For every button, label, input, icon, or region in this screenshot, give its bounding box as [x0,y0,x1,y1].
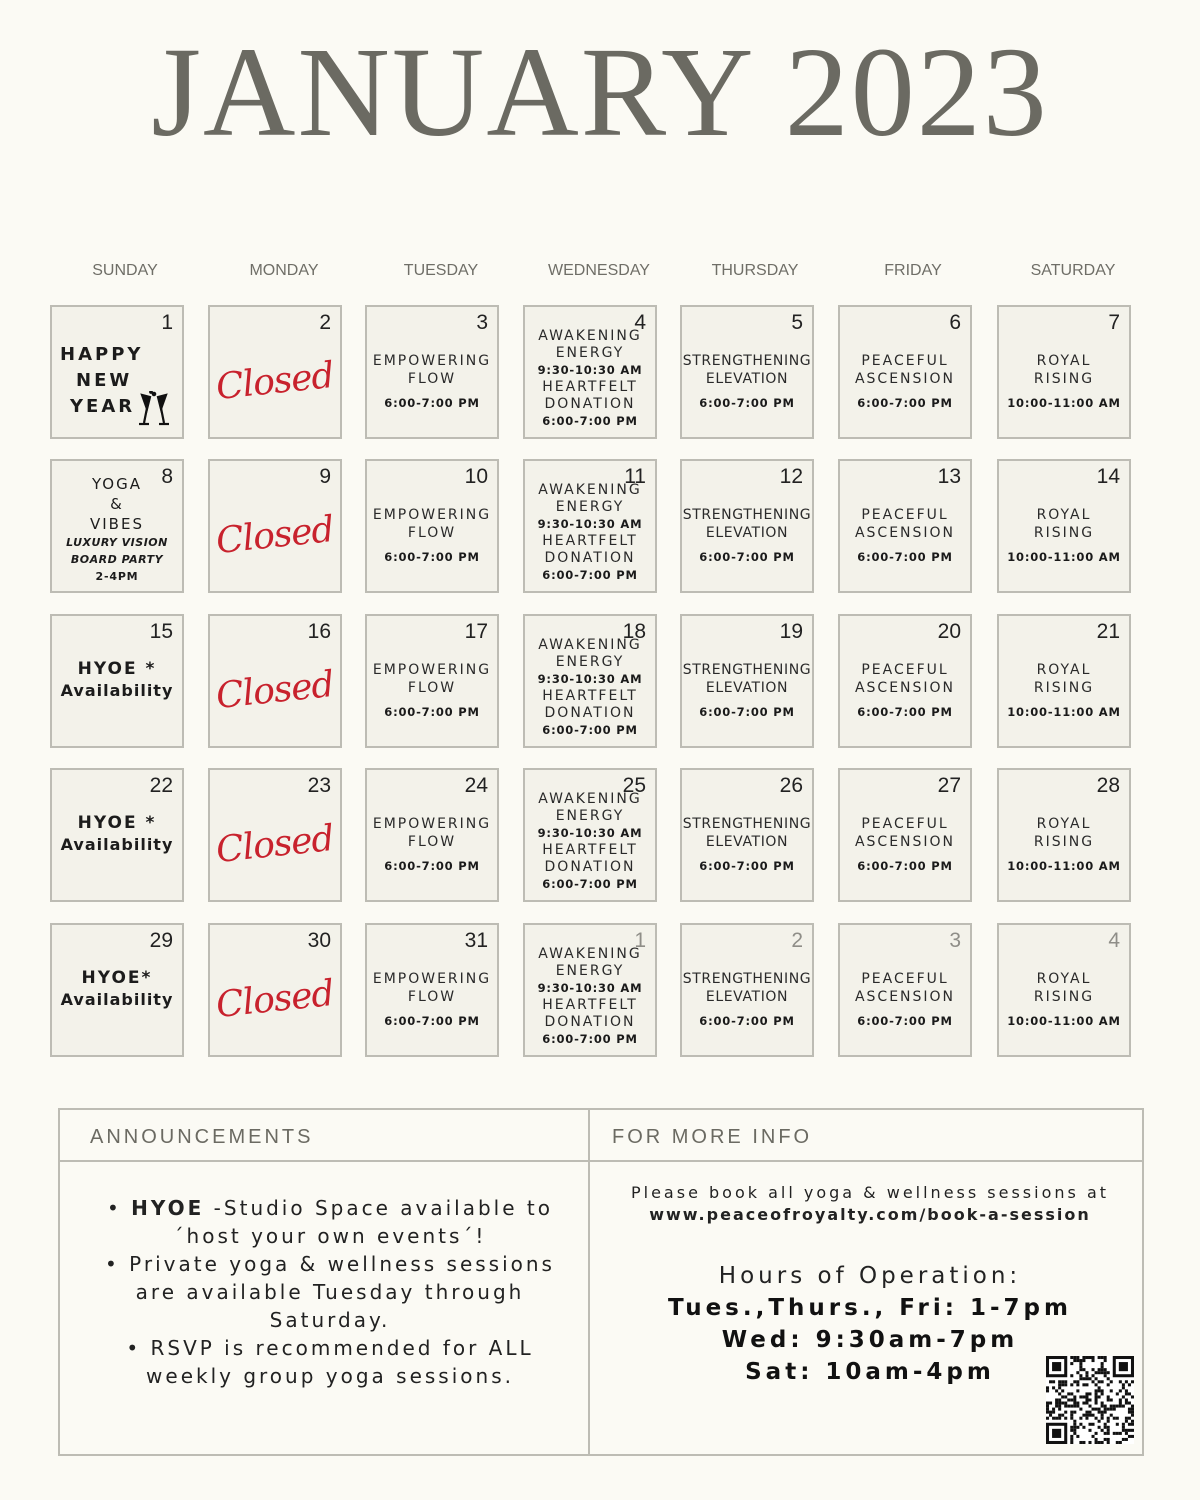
day-cell[interactable] [997,923,1131,1057]
day-number: 23 [307,774,331,797]
day-cell[interactable] [680,923,814,1057]
day-cell[interactable] [838,305,972,439]
day-cell[interactable] [997,614,1131,748]
weekday-sat: SATURDAY [1030,262,1116,279]
day-content [999,329,1129,433]
day-cell[interactable] [50,614,184,748]
day-content [52,329,182,433]
day-number: 7 [1108,311,1120,334]
class-name: EMPOWERING [372,507,492,523]
qr-code-icon[interactable] [1046,1356,1134,1444]
class-name: AWAKENING [538,946,642,962]
event-line: Availability [60,990,174,1009]
day-cell[interactable] [838,923,972,1057]
class-name: ASCENSION [854,371,956,387]
event-line: VIBES [90,514,144,533]
day-content [210,947,340,1051]
day-number: 4 [634,311,646,334]
booking-link[interactable]: www.peaceofroyalty.com/book-a-session [649,1205,1091,1224]
closed-label: Closed [214,817,336,871]
class-time: 10:00-11:00 AM [1007,859,1121,873]
day-number: 14 [1096,465,1120,488]
day-number: 30 [307,929,331,952]
class-time: 6:00-7:00 PM [857,705,953,719]
day-content [52,638,182,742]
class-time: 9:30-10:30 AM [537,517,643,531]
closed-label: Closed [214,354,336,408]
day-content [682,483,812,587]
day-number: 1 [161,311,173,334]
day-cell[interactable] [208,923,342,1057]
event-line: & [110,494,124,513]
class-time: 10:00-11:00 AM [1007,705,1121,719]
booking-text: Please book all yoga & wellness sessions at [630,1183,1110,1202]
class-name: ROYAL [1036,662,1092,678]
class-name: DONATION [544,705,636,721]
class-name: EMPOWERING [372,662,492,678]
class-name: HEARTFELT [542,997,638,1013]
list-item: • RSVP is recommended for ALL weekly group yoga sessions. [80,1334,580,1390]
day-cell[interactable] [50,459,184,593]
day-number: 11 [624,465,646,488]
class-name: HEARTFELT [542,379,638,395]
day-content [52,792,182,896]
day-number: 21 [1096,620,1120,643]
class-time: 6:00-7:00 PM [542,723,638,737]
day-number: 15 [149,620,173,643]
class-name: FLOW [407,989,457,1005]
event-line: LUXURY VISION [66,535,168,549]
day-content [525,634,655,742]
class-time: 9:30-10:30 AM [537,826,643,840]
day-cell[interactable] [208,305,342,439]
class-name: FLOW [407,680,457,696]
day-number: 2 [791,929,803,952]
day-number: 31 [464,929,488,952]
class-name: HEARTFELT [542,842,638,858]
class-name: FLOW [407,371,457,387]
class-time: 10:00-11:00 AM [1007,396,1121,410]
weekday-mon: MONDAY [249,262,319,279]
class-time: 9:30-10:30 AM [537,981,643,995]
day-cell[interactable] [523,923,657,1057]
day-content [840,638,970,742]
class-name: HEARTFELT [542,688,638,704]
class-time: 6:00-7:00 PM [857,859,953,873]
class-name: PEACEFUL [861,353,949,369]
day-content [52,947,182,1051]
day-content [682,792,812,896]
class-name: DONATION [544,859,636,875]
class-time: 10:00-11:00 AM [1007,550,1121,564]
announcement-list [80,1194,580,1390]
day-cell[interactable] [523,459,657,593]
event-line: 2-4PM [95,569,139,583]
day-cell[interactable] [208,459,342,593]
champagne-glasses-icon [134,391,174,431]
class-name: ROYAL [1036,971,1092,987]
day-content [210,638,340,742]
class-time: 6:00-7:00 PM [384,1014,480,1028]
day-content [210,483,340,587]
day-content [367,947,497,1051]
day-cell[interactable] [838,459,972,593]
weekday-thu: THURSDAY [711,262,799,279]
day-content [367,483,497,587]
class-time: 6:00-7:00 PM [699,550,795,564]
class-name: EMPOWERING [372,971,492,987]
page-title: JANUARY 2023 [151,21,1049,163]
day-cell[interactable] [680,459,814,593]
day-content [210,792,340,896]
day-content [210,329,340,433]
hours-line: Sat: 10am-4pm [745,1359,995,1385]
day-number: 12 [779,465,803,488]
event-line: NEW [76,370,133,391]
class-time: 9:30-10:30 AM [537,672,643,686]
day-number: 5 [791,311,803,334]
class-name: DONATION [544,1014,636,1030]
class-name: PEACEFUL [861,816,949,832]
class-name: STRENGTHENING [682,507,812,523]
class-time: 6:00-7:00 PM [699,705,795,719]
day-cell[interactable] [50,305,184,439]
class-name: DONATION [544,396,636,412]
class-name: STRENGTHENING [682,353,812,369]
class-time: 6:00-7:00 PM [857,550,953,564]
event-line: YEAR [70,396,136,417]
day-content [525,479,655,587]
class-name: DONATION [544,550,636,566]
day-number: 1 [634,929,646,952]
day-number: 28 [1096,774,1120,797]
day-cell[interactable] [523,614,657,748]
day-cell[interactable] [523,768,657,902]
announcement-text: -Studio Space available to ´host your own events´! [173,1196,553,1248]
day-content [999,947,1129,1051]
day-number: 26 [779,774,803,797]
event-line: HAPPY [60,344,144,365]
day-content [999,638,1129,742]
day-content [682,329,812,433]
day-cell[interactable] [680,614,814,748]
weekday-tue: TUESDAY [403,262,479,279]
more-info-heading: FOR MORE INFO [612,1126,813,1148]
closed-label: Closed [214,972,336,1026]
day-cell[interactable] [997,305,1131,439]
class-time: 6:00-7:00 PM [699,396,795,410]
class-time: 6:00-7:00 PM [699,859,795,873]
day-content [840,792,970,896]
day-content [840,483,970,587]
class-name: PEACEFUL [861,662,949,678]
list-item: • Private yoga & wellness sessions are available Tuesday through Saturday. [80,1250,580,1334]
class-name: STRENGTHENING [682,816,812,832]
day-number: 8 [161,465,173,488]
hours-line: Tues.,Thurs., Fri: 1-7pm [668,1295,1072,1321]
day-content [525,325,655,433]
class-name: ENERGY [555,963,625,979]
class-time: 6:00-7:00 PM [384,396,480,410]
event-line: HYOE* [81,968,153,988]
class-time: 10:00-11:00 AM [1007,1014,1121,1028]
day-number: 10 [464,465,488,488]
class-name: ELEVATION [705,989,789,1005]
day-content [840,329,970,433]
class-name: EMPOWERING [372,816,492,832]
class-name: ASCENSION [854,525,956,541]
day-cell[interactable] [997,459,1131,593]
class-name: RISING [1033,371,1095,387]
class-name: STRENGTHENING [682,662,812,678]
day-number: 13 [937,465,961,488]
event-line: YOGA [91,474,143,493]
day-cell[interactable] [523,305,657,439]
day-content [999,792,1129,896]
class-time: 6:00-7:00 PM [384,859,480,873]
hyoe-label: HYOE [131,1196,205,1220]
day-cell[interactable] [208,768,342,902]
day-number: 3 [476,311,488,334]
class-name: RISING [1033,680,1095,696]
day-number: 18 [622,620,646,643]
class-name: ROYAL [1036,816,1092,832]
day-cell[interactable] [50,923,184,1057]
weekday-sun: SUNDAY [92,262,158,279]
class-name: ELEVATION [705,371,789,387]
day-number: 3 [949,929,961,952]
class-name: STRENGTHENING [682,971,812,987]
day-content [367,792,497,896]
announcements-heading: ANNOUNCEMENTS [90,1126,314,1148]
class-time: 6:00-7:00 PM [542,414,638,428]
class-name: ASCENSION [854,834,956,850]
day-cell[interactable] [365,923,499,1057]
day-cell[interactable] [365,305,499,439]
day-cell[interactable] [50,768,184,902]
day-cell[interactable] [365,614,499,748]
day-content [367,329,497,433]
weekday-fri: FRIDAY [884,262,942,279]
class-name: AWAKENING [538,791,642,807]
day-cell[interactable] [208,614,342,748]
class-name: AWAKENING [538,482,642,498]
class-name: ENERGY [555,808,625,824]
class-time: 6:00-7:00 PM [384,550,480,564]
event-line: HYOE * [77,659,157,679]
day-number: 17 [464,620,488,643]
class-name: ELEVATION [705,680,789,696]
day-cell[interactable] [365,768,499,902]
closed-label: Closed [214,663,336,717]
class-time: 6:00-7:00 PM [542,877,638,891]
day-number: 25 [622,774,646,797]
day-number: 27 [937,774,961,797]
closed-label: Closed [214,508,336,562]
class-name: AWAKENING [538,637,642,653]
event-line: HYOE * [77,813,157,833]
weekday-wed: WEDNESDAY [548,262,650,279]
class-name: ROYAL [1036,353,1092,369]
divider [60,1160,1142,1162]
class-time: 6:00-7:00 PM [384,705,480,719]
class-name: RISING [1033,525,1095,541]
day-content [682,947,812,1051]
day-number: 19 [779,620,803,643]
day-number: 6 [949,311,961,334]
class-name: ENERGY [555,654,625,670]
day-number: 16 [307,620,331,643]
class-time: 6:00-7:00 PM [542,568,638,582]
day-content [840,947,970,1051]
day-number: 20 [937,620,961,643]
day-content [52,471,182,587]
day-content [367,638,497,742]
class-name: PEACEFUL [861,507,949,523]
class-name: HEARTFELT [542,533,638,549]
day-number: 24 [464,774,488,797]
class-name: ELEVATION [705,834,789,850]
class-name: ELEVATION [705,525,789,541]
hours-title: Hours of Operation: [718,1263,1022,1289]
day-cell[interactable] [680,768,814,902]
day-cell[interactable] [997,768,1131,902]
event-line: BOARD PARTY [70,552,164,566]
class-time: 6:00-7:00 PM [857,1014,953,1028]
day-cell[interactable] [838,614,972,748]
class-name: ASCENSION [854,989,956,1005]
day-cell[interactable] [365,459,499,593]
day-content [682,638,812,742]
day-number: 29 [149,929,173,952]
class-time: 9:30-10:30 AM [537,363,643,377]
class-name: RISING [1033,834,1095,850]
hours-line: Wed: 9:30am-7pm [721,1327,1019,1353]
list-item [80,1194,580,1250]
class-name: ASCENSION [854,680,956,696]
class-time: 6:00-7:00 PM [542,1032,638,1046]
class-name: ENERGY [555,499,625,515]
class-name: AWAKENING [538,328,642,344]
announcements-panel [58,1108,1144,1456]
day-number: 22 [149,774,173,797]
class-name: FLOW [407,834,457,850]
divider [588,1110,590,1454]
day-content [999,483,1129,587]
class-name: FLOW [407,525,457,541]
class-name: EMPOWERING [372,353,492,369]
class-name: PEACEFUL [861,971,949,987]
day-cell[interactable] [838,768,972,902]
class-time: 6:00-7:00 PM [857,396,953,410]
booking-info [600,1182,1140,1226]
class-time: 6:00-7:00 PM [699,1014,795,1028]
day-content [525,788,655,896]
class-name: ROYAL [1036,507,1092,523]
event-line: Availability [60,835,174,854]
event-line: Availability [60,681,174,700]
class-name: RISING [1033,989,1095,1005]
class-name: ENERGY [555,345,625,361]
day-content [525,943,655,1051]
day-number: 9 [319,465,331,488]
day-number: 2 [319,311,331,334]
day-cell[interactable] [680,305,814,439]
day-number: 4 [1108,929,1120,952]
